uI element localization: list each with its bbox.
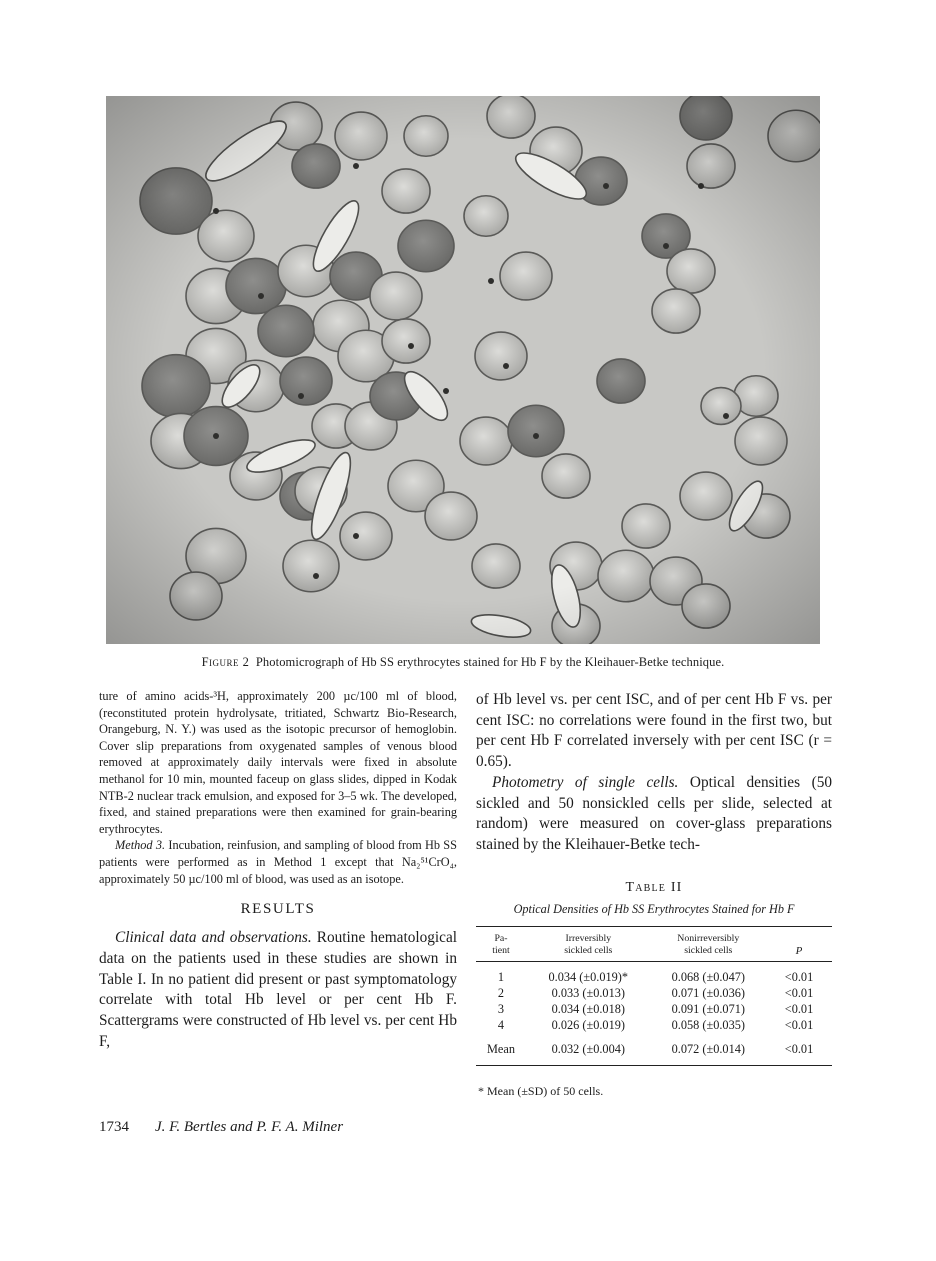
cell-nisc: 0.058 (±0.035)	[671, 1017, 745, 1032]
header-patient: Pa- tient	[492, 933, 510, 956]
cell-p: <0.01	[784, 985, 814, 1000]
cell-patient: 3	[497, 1001, 505, 1016]
right-column	[476, 690, 832, 856]
photomicrograph-image	[106, 96, 820, 644]
table-row	[476, 962, 832, 986]
table-subtitle: Optical Densities of Hb SS Erythrocytes Stained for Hb F	[513, 902, 795, 916]
table-row	[476, 1017, 832, 1033]
clinical-data-text: Routine hematological data on the patients used in these studies are shown in Table I. In no patient did present or past symptomatology correlate with total Hb level or per cent Hb F. Scattergrams were constructed of Hb level vs. per cent Hb F,	[99, 929, 457, 1050]
figure-photomicrograph	[106, 96, 820, 644]
cell-patient: 1	[497, 969, 505, 984]
page-number: 1734	[99, 1119, 129, 1135]
cell-p: <0.01	[784, 1001, 814, 1016]
method-3-text: Incubation, reinfusion, and sampling of blood from Hb SS patients were performed as in Method 1 except that Na₂⁵¹CrO₄, approximately 50 µc/100 ml of blood, was used as an isotope.	[99, 838, 457, 886]
photometry-lead: Photometry of single cells.	[492, 773, 679, 791]
running-authors: J. F. Bertles and P. F. A. Milner	[155, 1119, 344, 1135]
optical-density-table	[476, 926, 832, 1066]
header-p-value: P	[795, 945, 803, 957]
results-heading: RESULTS	[240, 901, 316, 918]
table-row	[476, 1001, 832, 1017]
photometry-paragraph	[476, 773, 832, 856]
clinical-data-lead: Clinical data and observations.	[115, 929, 312, 947]
table-header-row	[476, 927, 832, 962]
cell-patient: 2	[497, 985, 505, 1000]
cell-mean-p: <0.01	[784, 1041, 814, 1056]
figure-caption	[106, 655, 820, 670]
cell-nisc: 0.068 (±0.047)	[671, 969, 745, 984]
cell-isc: 0.026 (±0.019)	[551, 1017, 625, 1032]
cell-isc: 0.034 (±0.018)	[551, 1001, 625, 1016]
cell-mean-label: Mean	[487, 1041, 515, 1056]
table-footnote: * Mean (±SD) of 50 cells.	[478, 1084, 604, 1098]
table-row	[476, 985, 832, 1001]
page-footer	[99, 1119, 343, 1136]
cell-patient: 4	[497, 1017, 505, 1032]
methods-paragraph-1: ture of amino acids-³H, approximately 200 µc/100 ml of blood, (reconstituted protein hydrolysate, tritiated, Schwartz Bio-Research, Orangeburg, N. Y.) was used as the isotopic precursor of hemoglobin. Cover slip preparations from oxygenated samples of venous blood removed at approximately daily intervals were fixed in absolute methanol for 10 min, mounted faceup on glass slides, dipped in Kodak NTB-2 nuclear track emulsion, and exposed for 3–5 wk. The developed, fixed, and stained preparations were then examined for grain-bearing erythrocytes.	[99, 689, 457, 836]
cell-isc: 0.033 (±0.013)	[551, 985, 625, 1000]
cell-mean-isc: 0.032 (±0.004)	[551, 1041, 625, 1056]
left-column	[99, 688, 457, 1052]
figure-label: Figure 2	[201, 655, 250, 669]
methods-paragraph-2	[99, 837, 457, 887]
cell-p: <0.01	[784, 969, 814, 984]
cell-mean-nisc: 0.072 (±0.014)	[671, 1041, 745, 1056]
table-title: Table II	[625, 880, 683, 895]
cell-nisc: 0.091 (±0.071)	[671, 1001, 745, 1016]
photometry-text: Optical densities (50 sickled and 50 nonsickled cells per slide, selected at random) were measured on cover-glass preparations stained by the Kleihauer-Betke tech-	[476, 773, 832, 853]
header-irreversibly-sickled: Irreversibly sickled cells	[564, 933, 613, 956]
figure-caption-text: Photomicrograph of Hb SS erythrocytes stained for Hb F by the Kleihauer-Betke technique.	[255, 655, 725, 669]
results-paragraph	[99, 928, 457, 1052]
correlation-paragraph: of Hb level vs. per cent ISC, and of per cent Hb F vs. per cent ISC: no correlations were found in the first two, but per cent Hb F correlated inversely with per cent ISC (r = 0.65).	[476, 691, 832, 771]
cell-nisc: 0.071 (±0.036)	[671, 985, 745, 1000]
method-3-lead: Method 3.	[115, 838, 166, 853]
cell-isc: 0.034 (±0.019)*	[548, 969, 629, 984]
cell-p: <0.01	[784, 1017, 814, 1032]
table-mean-row	[476, 1033, 832, 1066]
header-nonirreversibly-sickled: Nonirreversibly sickled cells	[677, 933, 740, 956]
